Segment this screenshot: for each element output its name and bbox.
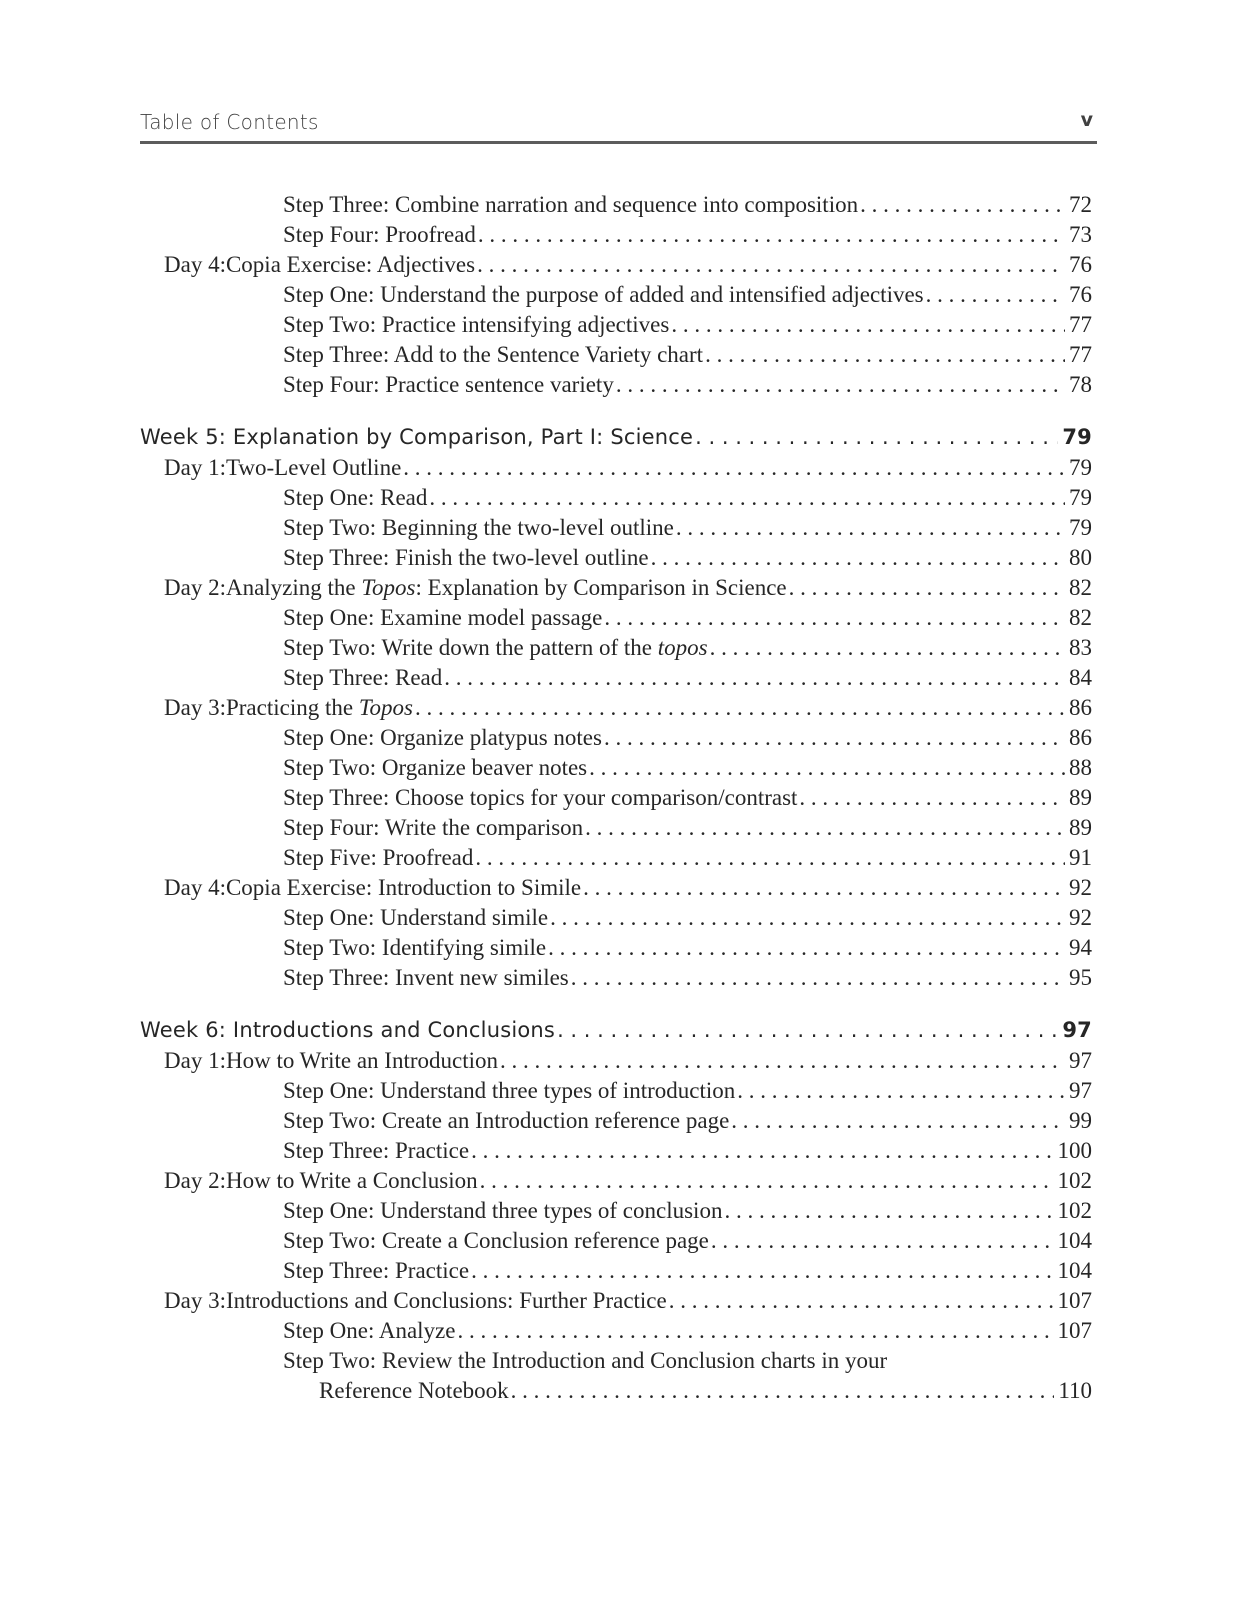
toc-dot-leader	[571, 963, 1065, 993]
toc-entry-title: Step Two: Beginning the two-level outline	[283, 515, 674, 540]
toc-week-entry[interactable]	[140, 1015, 1092, 1046]
toc-entry-title	[283, 633, 708, 663]
toc-entry-title-part: Practicing the	[225, 695, 359, 720]
toc-entry-title: Week 6: Introductions and Conclusions	[140, 1018, 556, 1042]
toc-dot-leader	[444, 663, 1065, 693]
toc-page-number: 72	[1069, 192, 1092, 217]
toc-page-number: 83	[1069, 635, 1092, 660]
toc-dot-leader	[789, 573, 1065, 603]
toc-page-number: 94	[1069, 935, 1092, 960]
toc-dot-leader	[724, 1196, 1053, 1226]
toc-dot-leader	[711, 1226, 1054, 1256]
toc-dot-leader	[475, 843, 1065, 873]
toc-day-label: Day 1:	[164, 1048, 226, 1073]
toc-page-number: 86	[1069, 695, 1092, 720]
toc-day-label: Day 3:	[164, 695, 226, 720]
toc-step-entry[interactable]	[140, 753, 1092, 783]
toc-entry-title: Step Three: Combine narration and sequence into composition	[283, 192, 859, 217]
toc-step-entry[interactable]	[140, 933, 1092, 963]
toc-entry-title: How to Write an Introduction	[225, 1048, 499, 1073]
toc-entry-title-italic: Topos	[361, 575, 416, 600]
toc-entry-title: Copia Exercise: Introduction to Simile	[225, 875, 582, 900]
toc-day-entry[interactable]	[140, 1166, 1092, 1196]
toc-step-entry[interactable]	[140, 843, 1092, 873]
toc-step-entry[interactable]	[140, 1076, 1092, 1106]
toc-dot-leader	[557, 1015, 1058, 1046]
toc-entry-title: Step Five: Proofread	[283, 845, 474, 870]
toc-page-number: 97	[1069, 1048, 1092, 1073]
toc-page-number: 99	[1069, 1108, 1092, 1133]
toc-step-entry[interactable]	[140, 1226, 1092, 1256]
toc-entry-title-italic: Topos	[358, 695, 413, 720]
toc-dot-leader	[415, 693, 1065, 723]
toc-step-entry[interactable]	[140, 963, 1092, 993]
toc-dot-leader	[511, 1376, 1055, 1406]
toc-entry-title-part: : Explanation by Comparison in Science	[415, 575, 787, 600]
toc-day-entry[interactable]	[140, 1046, 1092, 1076]
toc-entry-title: How to Write a Conclusion	[225, 1168, 478, 1193]
toc-day-entry[interactable]	[140, 693, 1092, 723]
toc-entry-title: Step Three: Read	[283, 665, 443, 690]
toc-day-label: Day 4:	[164, 875, 226, 900]
toc-day-label: Day 3:	[164, 1288, 226, 1313]
toc-dot-leader	[731, 1106, 1065, 1136]
toc-dot-leader	[583, 873, 1065, 903]
toc-entry-title: Step Three: Add to the Sentence Variety chart	[283, 342, 704, 367]
page-number: v	[1080, 109, 1093, 131]
toc-day-label: Day 1:	[164, 455, 226, 480]
toc-dot-leader	[604, 603, 1065, 633]
toc-step-entry[interactable]	[140, 190, 1092, 220]
toc-entry-title	[226, 573, 787, 603]
toc-page-number: 79	[1069, 515, 1092, 540]
toc-step-entry[interactable]	[140, 813, 1092, 843]
toc-step-entry[interactable]	[140, 663, 1092, 693]
toc-step-entry[interactable]	[140, 483, 1092, 513]
toc-dot-leader	[471, 1256, 1053, 1286]
toc-entry-title: Step Three: Choose topics for your comparison/contrast	[283, 785, 798, 810]
toc-page-number: 100	[1057, 1138, 1092, 1163]
toc-entry-title: Two-Level Outline	[225, 455, 402, 480]
toc-step-entry[interactable]	[140, 1316, 1092, 1346]
toc-page-number: 76	[1069, 282, 1092, 307]
toc-page-number: 97	[1069, 1078, 1092, 1103]
toc-page-number: 104	[1057, 1228, 1092, 1253]
toc-dot-leader	[550, 903, 1065, 933]
toc-step-entry[interactable]	[140, 903, 1092, 933]
toc-page-number: 79	[1069, 455, 1092, 480]
toc-step-entry[interactable]	[140, 370, 1092, 400]
toc-entry-title: Step Two: Create an Introduction reference page	[283, 1108, 730, 1133]
running-head-title: Table of Contents	[140, 110, 319, 134]
toc-dot-leader	[799, 783, 1065, 813]
toc-page-number: 76	[1069, 252, 1092, 277]
toc-step-entry[interactable]	[140, 1346, 1092, 1376]
toc-page-number: 104	[1057, 1258, 1092, 1283]
toc-dot-leader	[478, 220, 1065, 250]
toc-entry-title: Step Two: Organize beaver notes	[283, 755, 588, 780]
toc-entry-title: Week 5: Explanation by Comparison, Part I: Science	[140, 425, 694, 449]
toc-step-entry[interactable]	[140, 340, 1092, 370]
toc-dot-leader	[651, 543, 1065, 573]
toc-page-number: 89	[1069, 815, 1092, 840]
toc-dot-leader	[471, 1136, 1053, 1166]
toc-dot-leader	[669, 1286, 1054, 1316]
toc-dot-leader	[429, 483, 1065, 513]
toc-page-number: 92	[1069, 905, 1092, 930]
toc-day-entry[interactable]	[140, 453, 1092, 483]
toc-page-number: 92	[1069, 875, 1092, 900]
toc-dot-leader	[676, 513, 1065, 543]
toc-step-entry[interactable]	[140, 1376, 1092, 1406]
toc-entry-title: Step Four: Proofread	[283, 222, 476, 247]
toc-page-number: 79	[1069, 485, 1092, 510]
toc-dot-leader	[500, 1046, 1065, 1076]
toc-step-entry[interactable]	[140, 1256, 1092, 1286]
toc-day-entry[interactable]	[140, 873, 1092, 903]
toc-step-entry[interactable]	[140, 543, 1092, 573]
toc-step-entry[interactable]	[140, 783, 1092, 813]
toc-entry-title	[226, 693, 413, 723]
toc-entry-title: Step One: Organize platypus notes	[283, 725, 602, 750]
toc-page-number: 82	[1069, 605, 1092, 630]
toc-page-number: 86	[1069, 725, 1092, 750]
toc-dot-leader	[604, 723, 1065, 753]
toc-dot-leader	[585, 813, 1065, 843]
toc-entry-title-italic: topos	[657, 635, 708, 660]
toc-day-label: Day 4:	[164, 252, 226, 277]
toc-entry-title: Step Two: Create a Conclusion reference page	[283, 1228, 709, 1253]
toc-page-number: 78	[1069, 372, 1092, 397]
toc-dot-leader	[705, 340, 1065, 370]
toc-entry-title: Step One: Understand the purpose of added and intensified adjectives	[283, 282, 924, 307]
toc-entry-title: Step Four: Write the comparison	[283, 815, 584, 840]
toc-dot-leader	[616, 370, 1065, 400]
toc-page-number: 89	[1069, 785, 1092, 810]
toc-page-number: 107	[1057, 1288, 1092, 1313]
toc-dot-leader	[589, 753, 1065, 783]
running-head	[140, 108, 1097, 144]
toc-page-number: 79	[1062, 425, 1092, 449]
toc-entry-title: Step One: Read	[283, 485, 428, 510]
toc-entry-title: Step One: Understand three types of introduction	[283, 1078, 736, 1103]
toc-step-entry[interactable]	[140, 633, 1092, 663]
toc-day-entry[interactable]	[140, 573, 1092, 603]
toc-entry-title: Reference Notebook	[319, 1378, 509, 1403]
toc-page-number: 91	[1069, 845, 1092, 870]
toc-page-number: 102	[1057, 1198, 1092, 1223]
toc-step-entry[interactable]	[140, 1136, 1092, 1166]
toc-day-entry[interactable]	[140, 250, 1092, 280]
toc-dot-leader	[737, 1076, 1065, 1106]
toc-page-number: 73	[1069, 222, 1092, 247]
toc-entry-title: Step Three: Finish the two-level outline	[283, 545, 649, 570]
toc-day-entry[interactable]	[140, 1286, 1092, 1316]
toc-entry-title-part: Step Two: Write down the pattern of the	[283, 635, 658, 660]
toc-entry-title: Step One: Understand three types of conclusion	[283, 1198, 723, 1223]
toc-page-number: 77	[1069, 312, 1092, 337]
toc-entry-title: Step Two: Practice intensifying adjectives	[283, 312, 670, 337]
toc-page-number: 82	[1069, 575, 1092, 600]
toc-step-entry[interactable]	[140, 513, 1092, 543]
toc-entry-title: Step Three: Practice	[283, 1258, 470, 1283]
toc-step-entry[interactable]	[140, 280, 1092, 310]
toc-page-number: 107	[1057, 1318, 1092, 1343]
toc-entry-title: Step Three: Invent new similes	[283, 965, 569, 990]
toc-entry-title: Step Two: Identifying simile	[283, 935, 547, 960]
toc-page-number: 97	[1062, 1018, 1092, 1042]
toc-dot-leader	[710, 633, 1065, 663]
toc-dot-leader	[671, 310, 1065, 340]
toc-entry-title: Step One: Analyze	[283, 1318, 456, 1343]
toc-step-entry[interactable]	[140, 1196, 1092, 1226]
toc-page-number: 80	[1069, 545, 1092, 570]
toc-entry-title: Step Three: Practice	[283, 1138, 470, 1163]
toc-dot-leader	[480, 1166, 1054, 1196]
toc-dot-leader	[477, 250, 1065, 280]
toc-week-entry[interactable]	[140, 422, 1092, 453]
toc-step-entry[interactable]	[140, 723, 1092, 753]
toc-day-label: Day 2:	[164, 575, 226, 600]
table-of-contents	[140, 190, 1092, 1406]
toc-entry-title: Copia Exercise: Adjectives	[225, 252, 476, 277]
toc-dot-leader	[548, 933, 1065, 963]
toc-page-number: 110	[1058, 1378, 1092, 1403]
toc-dot-leader	[695, 422, 1058, 453]
toc-entry-title: Step One: Examine model passage	[283, 605, 603, 630]
toc-entry-title: Step Four: Practice sentence variety	[283, 372, 614, 397]
toc-step-entry[interactable]	[140, 603, 1092, 633]
toc-entry-title: Step Two: Review the Introduction and Conclusion charts in your	[283, 1348, 888, 1373]
toc-page-number: 88	[1069, 755, 1092, 780]
toc-entry-title: Introductions and Conclusions: Further Practice	[225, 1288, 667, 1313]
toc-entry-title-part: Analyzing the	[225, 575, 362, 600]
toc-step-entry[interactable]	[140, 310, 1092, 340]
toc-dot-leader	[403, 453, 1065, 483]
toc-dot-leader	[457, 1316, 1053, 1346]
toc-entry-title: Step One: Understand simile	[283, 905, 549, 930]
toc-step-entry[interactable]	[140, 220, 1092, 250]
toc-page-number: 84	[1069, 665, 1092, 690]
toc-dot-leader	[860, 190, 1065, 220]
toc-page-number: 95	[1069, 965, 1092, 990]
toc-dot-leader	[926, 280, 1065, 310]
toc-page-number: 102	[1057, 1168, 1092, 1193]
toc-page-number: 77	[1069, 342, 1092, 367]
toc-step-entry[interactable]	[140, 1106, 1092, 1136]
toc-day-label: Day 2:	[164, 1168, 226, 1193]
